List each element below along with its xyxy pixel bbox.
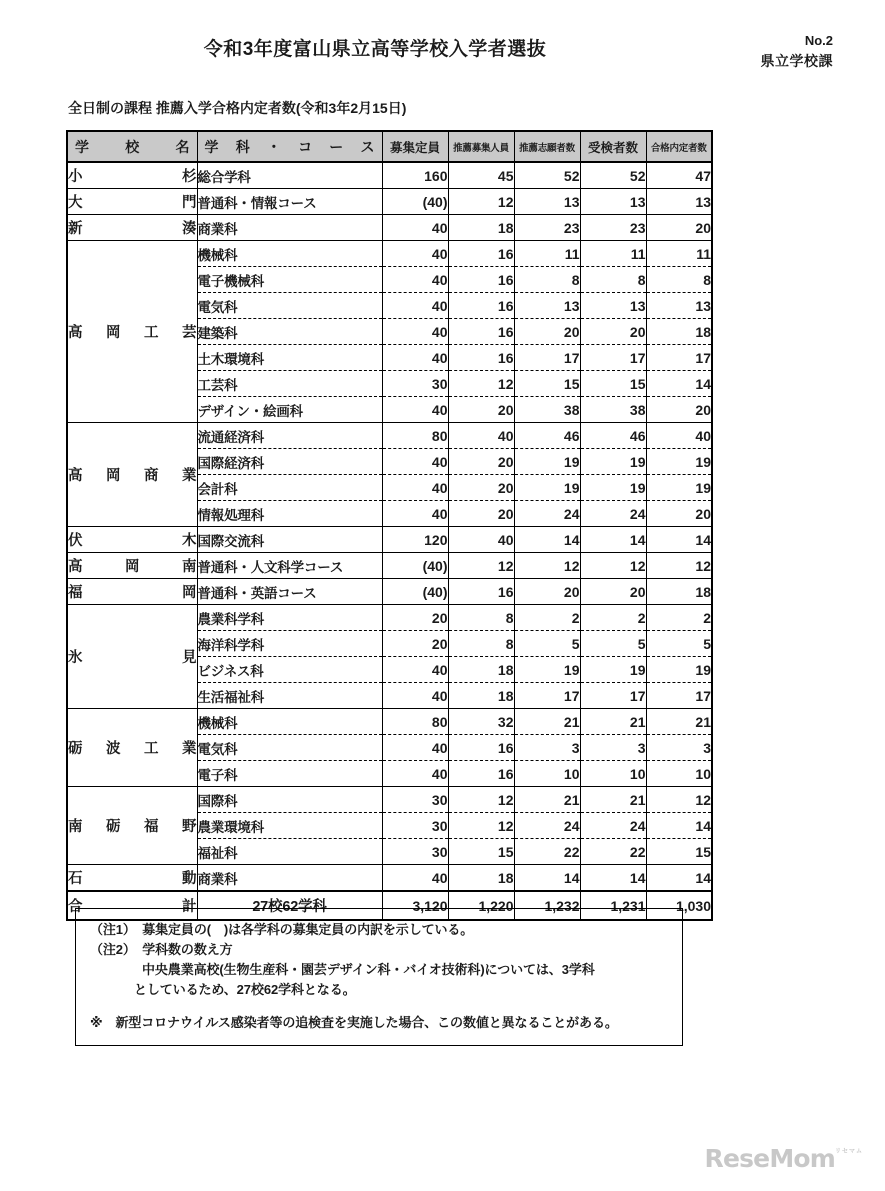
course-name-cell: 総合学科 xyxy=(197,162,382,189)
col-header-examinees: 受検者数 xyxy=(580,131,646,162)
capacity-cell: 40 xyxy=(382,865,448,892)
applicants-cell: 14 xyxy=(514,865,580,892)
total-course-summary-cell: 27校62学科 xyxy=(197,891,382,920)
quota-cell: 12 xyxy=(448,553,514,579)
capacity-cell: 40 xyxy=(382,397,448,423)
table-row xyxy=(67,579,712,605)
capacity-cell: 20 xyxy=(382,605,448,631)
course-name-cell: 会計科 xyxy=(197,475,382,501)
examinees-cell: 22 xyxy=(580,839,646,865)
table-row xyxy=(67,423,712,449)
applicants-cell: 22 xyxy=(514,839,580,865)
capacity-cell: 20 xyxy=(382,631,448,657)
applicants-cell: 21 xyxy=(514,709,580,735)
total-capacity-cell: 3,120 xyxy=(382,891,448,920)
course-name-cell: 農業環境科 xyxy=(197,813,382,839)
table-row xyxy=(67,787,712,813)
capacity-cell: (40) xyxy=(382,553,448,579)
capacity-cell: 30 xyxy=(382,371,448,397)
examinees-cell: 3 xyxy=(580,735,646,761)
applicants-cell: 19 xyxy=(514,657,580,683)
applicants-cell: 5 xyxy=(514,631,580,657)
table-row xyxy=(67,709,712,735)
accepted-cell: 14 xyxy=(646,527,712,553)
applicants-cell: 12 xyxy=(514,553,580,579)
accepted-cell: 21 xyxy=(646,709,712,735)
table-row xyxy=(67,605,712,631)
department-block xyxy=(761,32,834,71)
quota-cell: 18 xyxy=(448,865,514,892)
capacity-cell: 160 xyxy=(382,162,448,189)
examinees-cell: 19 xyxy=(580,449,646,475)
table-row xyxy=(67,241,712,267)
table-row xyxy=(67,553,712,579)
accepted-cell: 10 xyxy=(646,761,712,787)
col-header-applicants: 推薦志願者数 xyxy=(514,131,580,162)
capacity-cell: 120 xyxy=(382,527,448,553)
accepted-cell: 14 xyxy=(646,371,712,397)
examinees-cell: 8 xyxy=(580,267,646,293)
examinees-cell: 5 xyxy=(580,631,646,657)
course-name-cell: 普通科・人文科学コース xyxy=(197,553,382,579)
total-examinees-cell: 1,231 xyxy=(580,891,646,920)
quota-cell: 16 xyxy=(448,345,514,371)
applicants-cell: 46 xyxy=(514,423,580,449)
quota-cell: 18 xyxy=(448,657,514,683)
note-asterisk: ※ 新型コロナウイルス感染者等の追検査を実施した場合、この数値と異なることがある。 xyxy=(90,1014,618,1030)
quota-cell: 16 xyxy=(448,761,514,787)
school-name-cell: 高 岡 工 芸 xyxy=(67,241,197,423)
examinees-cell: 14 xyxy=(580,527,646,553)
table-body xyxy=(67,162,712,920)
total-quota-cell: 1,220 xyxy=(448,891,514,920)
examinees-cell: 24 xyxy=(580,813,646,839)
course-name-cell: 普通科・英語コース xyxy=(197,579,382,605)
capacity-cell: 40 xyxy=(382,761,448,787)
quota-cell: 32 xyxy=(448,709,514,735)
applicants-cell: 24 xyxy=(514,501,580,527)
applicants-cell: 13 xyxy=(514,189,580,215)
capacity-cell: 40 xyxy=(382,683,448,709)
examinees-cell: 10 xyxy=(580,761,646,787)
quota-cell: 15 xyxy=(448,839,514,865)
table-row xyxy=(67,527,712,553)
examinees-cell: 20 xyxy=(580,319,646,345)
quota-cell: 16 xyxy=(448,267,514,293)
course-name-cell: 流通経済科 xyxy=(197,423,382,449)
applicants-cell: 10 xyxy=(514,761,580,787)
capacity-cell: 40 xyxy=(382,449,448,475)
accepted-cell: 12 xyxy=(646,787,712,813)
capacity-cell: 40 xyxy=(382,735,448,761)
school-name-cell: 小 杉 xyxy=(67,162,197,189)
quota-cell: 18 xyxy=(448,215,514,241)
school-name-cell: 新 湊 xyxy=(67,215,197,241)
table-row xyxy=(67,865,712,892)
applicants-cell: 11 xyxy=(514,241,580,267)
applicants-cell: 17 xyxy=(514,683,580,709)
applicants-cell: 19 xyxy=(514,449,580,475)
quota-cell: 16 xyxy=(448,241,514,267)
course-name-cell: 土木環境科 xyxy=(197,345,382,371)
applicants-cell: 2 xyxy=(514,605,580,631)
accepted-cell: 20 xyxy=(646,215,712,241)
accepted-cell: 3 xyxy=(646,735,712,761)
resemom-watermark xyxy=(705,1144,864,1173)
course-name-cell: 電気科 xyxy=(197,735,382,761)
quota-cell: 40 xyxy=(448,423,514,449)
examinees-cell: 19 xyxy=(580,657,646,683)
total-label-cell: 合 計 xyxy=(67,891,197,920)
course-name-cell: 国際科 xyxy=(197,787,382,813)
capacity-cell: (40) xyxy=(382,189,448,215)
applicants-cell: 24 xyxy=(514,813,580,839)
course-name-cell: 機械科 xyxy=(197,709,382,735)
quota-cell: 18 xyxy=(448,683,514,709)
applicants-cell: 19 xyxy=(514,475,580,501)
examinees-cell: 20 xyxy=(580,579,646,605)
course-name-cell: 商業科 xyxy=(197,865,382,892)
watermark-text: ReseMom xyxy=(704,1144,836,1173)
examinees-cell: 2 xyxy=(580,605,646,631)
accepted-cell: 11 xyxy=(646,241,712,267)
col-header-capacity: 募集定員 xyxy=(382,131,448,162)
accepted-cell: 47 xyxy=(646,162,712,189)
accepted-cell: 13 xyxy=(646,189,712,215)
accepted-cell: 19 xyxy=(646,449,712,475)
course-name-cell: 工芸科 xyxy=(197,371,382,397)
quota-cell: 8 xyxy=(448,605,514,631)
quota-cell: 8 xyxy=(448,631,514,657)
applicants-cell: 14 xyxy=(514,527,580,553)
total-accepted-cell: 1,030 xyxy=(646,891,712,920)
course-name-cell: 電気科 xyxy=(197,293,382,319)
applicants-cell: 15 xyxy=(514,371,580,397)
school-name-cell: 高 岡 南 xyxy=(67,553,197,579)
capacity-cell: 40 xyxy=(382,501,448,527)
school-name-cell: 福 岡 xyxy=(67,579,197,605)
course-name-cell: デザイン・絵画科 xyxy=(197,397,382,423)
applicants-cell: 38 xyxy=(514,397,580,423)
course-name-cell: 電子科 xyxy=(197,761,382,787)
course-name-cell: 農業科学科 xyxy=(197,605,382,631)
quota-cell: 12 xyxy=(448,813,514,839)
quota-cell: 12 xyxy=(448,787,514,813)
course-name-cell: 商業科 xyxy=(197,215,382,241)
accepted-cell: 19 xyxy=(646,657,712,683)
quota-cell: 20 xyxy=(448,449,514,475)
table-row xyxy=(67,189,712,215)
examinees-cell: 19 xyxy=(580,475,646,501)
watermark-tiny-text: リセマム xyxy=(835,1148,863,1155)
capacity-cell: 40 xyxy=(382,215,448,241)
note-2-line-1: 中央農業高校(生物生産科・園芸デザイン科・バイオ技術科)については、3学科 xyxy=(142,962,595,978)
notes-spacer xyxy=(90,1001,670,1013)
course-name-cell: 福祉科 xyxy=(197,839,382,865)
applicants-cell: 21 xyxy=(514,787,580,813)
col-header-accepted: 合格内定者数 xyxy=(646,131,712,162)
accepted-cell: 8 xyxy=(646,267,712,293)
capacity-cell: 40 xyxy=(382,241,448,267)
school-name-cell: 南 砺 福 野 xyxy=(67,787,197,865)
school-name-cell: 大 門 xyxy=(67,189,197,215)
examinees-cell: 13 xyxy=(580,293,646,319)
course-name-cell: 普通科・情報コース xyxy=(197,189,382,215)
capacity-cell: 40 xyxy=(382,657,448,683)
examinees-cell: 24 xyxy=(580,501,646,527)
course-name-cell: 海洋科学科 xyxy=(197,631,382,657)
school-name-cell: 砺 波 工 業 xyxy=(67,709,197,787)
department-name: 県立学校課 xyxy=(760,52,833,69)
examinees-cell: 17 xyxy=(580,683,646,709)
school-name-cell: 高 岡 商 業 xyxy=(67,423,197,527)
quota-cell: 16 xyxy=(448,319,514,345)
applicants-cell: 20 xyxy=(514,579,580,605)
course-name-cell: 機械科 xyxy=(197,241,382,267)
capacity-cell: 30 xyxy=(382,787,448,813)
accepted-cell: 20 xyxy=(646,397,712,423)
capacity-cell: 80 xyxy=(382,709,448,735)
applicants-cell: 20 xyxy=(514,319,580,345)
total-applicants-cell: 1,232 xyxy=(514,891,580,920)
accepted-cell: 13 xyxy=(646,293,712,319)
examinees-cell: 11 xyxy=(580,241,646,267)
col-header-course: 学 科 ・ コ ー ス xyxy=(197,131,382,162)
quota-cell: 20 xyxy=(448,475,514,501)
applicants-cell: 13 xyxy=(514,293,580,319)
school-name-cell: 氷 見 xyxy=(67,605,197,709)
capacity-cell: 30 xyxy=(382,813,448,839)
examinees-cell: 52 xyxy=(580,162,646,189)
examinees-cell: 17 xyxy=(580,345,646,371)
quota-cell: 20 xyxy=(448,501,514,527)
examinees-cell: 12 xyxy=(580,553,646,579)
note-2-line-2: としているため、27校62学科となる。 xyxy=(134,982,356,998)
accepted-cell: 15 xyxy=(646,839,712,865)
accepted-cell: 20 xyxy=(646,501,712,527)
examinees-cell: 15 xyxy=(580,371,646,397)
document-header xyxy=(0,34,885,84)
capacity-cell: 40 xyxy=(382,345,448,371)
page-title: 令和3年度富山県立高等学校入学者選抜 xyxy=(203,39,547,60)
quota-cell: 12 xyxy=(448,371,514,397)
school-name-cell: 石 動 xyxy=(67,865,197,892)
accepted-cell: 17 xyxy=(646,683,712,709)
accepted-cell: 18 xyxy=(646,319,712,345)
applicants-cell: 23 xyxy=(514,215,580,241)
capacity-cell: 30 xyxy=(382,839,448,865)
col-header-school: 学 校 名 xyxy=(67,131,197,162)
page-number: No.2 xyxy=(804,33,833,48)
school-name-cell: 伏 木 xyxy=(67,527,197,553)
capacity-cell: (40) xyxy=(382,579,448,605)
applicants-cell: 17 xyxy=(514,345,580,371)
quota-cell: 12 xyxy=(448,189,514,215)
capacity-cell: 40 xyxy=(382,475,448,501)
results-table xyxy=(66,130,713,921)
accepted-cell: 40 xyxy=(646,423,712,449)
applicants-cell: 8 xyxy=(514,267,580,293)
accepted-cell: 19 xyxy=(646,475,712,501)
examinees-cell: 21 xyxy=(580,709,646,735)
quota-cell: 20 xyxy=(448,397,514,423)
course-name-cell: ビジネス科 xyxy=(197,657,382,683)
capacity-cell: 80 xyxy=(382,423,448,449)
course-name-cell: 国際交流科 xyxy=(197,527,382,553)
capacity-cell: 40 xyxy=(382,267,448,293)
accepted-cell: 14 xyxy=(646,813,712,839)
notes-box xyxy=(75,908,683,1046)
examinees-cell: 23 xyxy=(580,215,646,241)
table-header-row xyxy=(67,131,712,162)
capacity-cell: 40 xyxy=(382,293,448,319)
examinees-cell: 13 xyxy=(580,189,646,215)
examinees-cell: 38 xyxy=(580,397,646,423)
table-row xyxy=(67,162,712,189)
course-name-cell: 情報処理科 xyxy=(197,501,382,527)
quota-cell: 40 xyxy=(448,527,514,553)
quota-cell: 16 xyxy=(448,579,514,605)
capacity-cell: 40 xyxy=(382,319,448,345)
accepted-cell: 12 xyxy=(646,553,712,579)
accepted-cell: 18 xyxy=(646,579,712,605)
course-name-cell: 建築科 xyxy=(197,319,382,345)
applicants-cell: 3 xyxy=(514,735,580,761)
table-row xyxy=(67,215,712,241)
accepted-cell: 14 xyxy=(646,865,712,892)
course-name-cell: 電子機械科 xyxy=(197,267,382,293)
quota-cell: 45 xyxy=(448,162,514,189)
accepted-cell: 2 xyxy=(646,605,712,631)
note-1: （注1） 募集定員の( )は各学科の募集定員の内訳を示している。 xyxy=(90,922,474,937)
course-name-cell: 生活福祉科 xyxy=(197,683,382,709)
examinees-cell: 46 xyxy=(580,423,646,449)
results-table-container xyxy=(66,130,711,921)
examinees-cell: 21 xyxy=(580,787,646,813)
examinees-cell: 14 xyxy=(580,865,646,892)
applicants-cell: 52 xyxy=(514,162,580,189)
accepted-cell: 5 xyxy=(646,631,712,657)
course-name-cell: 国際経済科 xyxy=(197,449,382,475)
subtitle: 全日制の課程 推薦入学合格内定者数(令和3年2月15日) xyxy=(68,100,407,116)
accepted-cell: 17 xyxy=(646,345,712,371)
quota-cell: 16 xyxy=(448,735,514,761)
quota-cell: 16 xyxy=(448,293,514,319)
col-header-quota: 推薦募集人員 xyxy=(448,131,514,162)
note-2-heading: （注2） 学科数の数え方 xyxy=(90,942,233,958)
